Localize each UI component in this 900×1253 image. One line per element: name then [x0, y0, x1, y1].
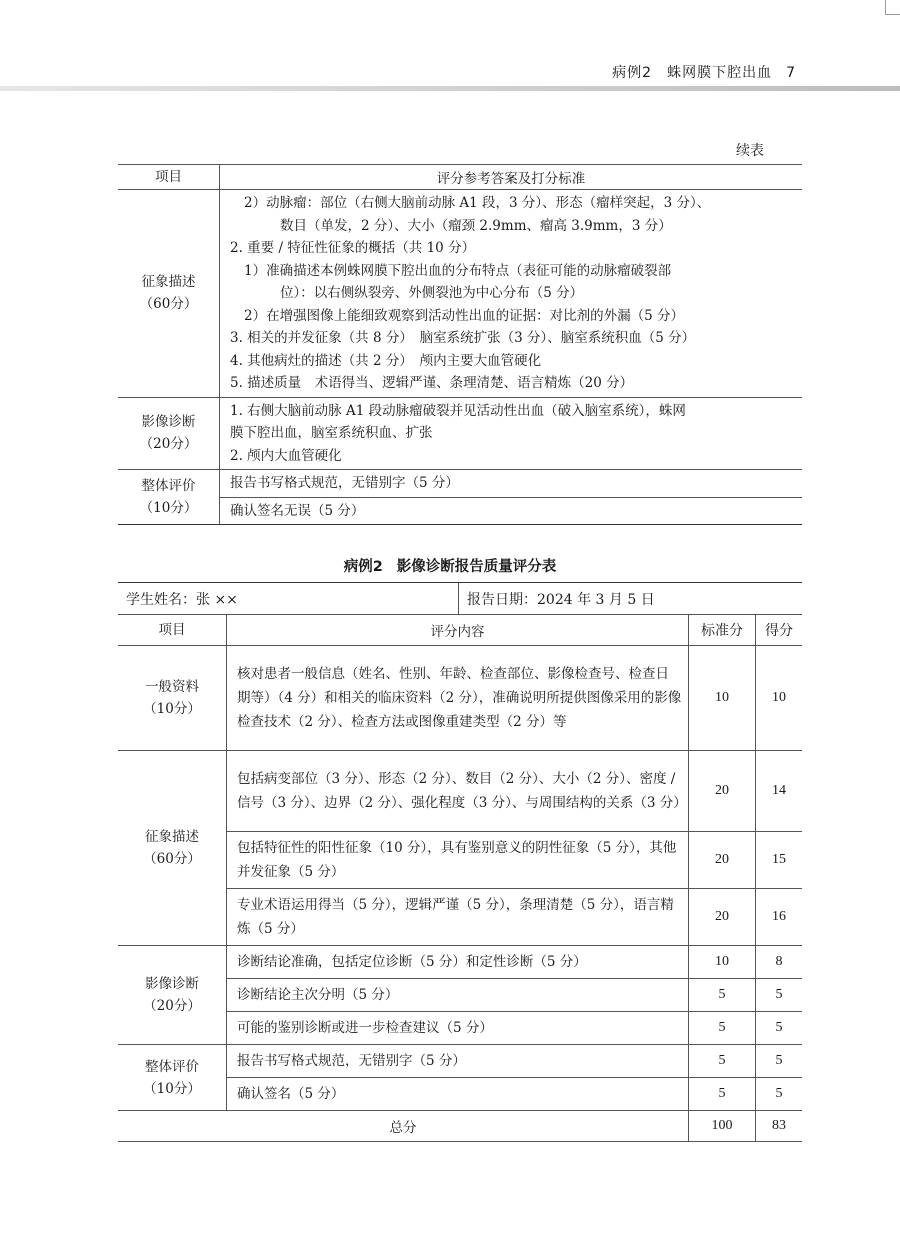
student-name: 学生姓名：张 ××	[118, 583, 459, 615]
table-header-row	[118, 165, 802, 190]
got-score: 15	[756, 832, 803, 889]
standard-score: 5	[689, 1045, 756, 1078]
column-header-criteria: 评分参考答案及打分标准	[220, 165, 803, 190]
signs-criteria-cell	[220, 190, 803, 398]
section-label: 整体评价	[141, 478, 196, 494]
standard-score: 5	[689, 979, 756, 1012]
crop-mark	[885, 0, 900, 15]
column-header-item: 项目	[118, 615, 227, 646]
content-cell: 包括特征性的阳性征象（10 分），具有鉴别意义的阴性征象（5 分），其他并发征象（5 分）	[227, 832, 689, 889]
criteria-line: 膜下腔出血，脑室系统积血、扩张	[230, 425, 433, 441]
content-cell: 诊断结论准确，包括定位诊断（5 分）和定性诊断（5 分）	[227, 946, 689, 979]
signs-label-cell	[118, 751, 227, 946]
standard-score: 10	[689, 946, 756, 979]
section-label: 影像诊断	[145, 976, 199, 992]
content-cell: 专业术语运用得当（5 分），逻辑严谨（5 分），条理清楚（5 分），语言精炼（5 分）	[227, 889, 689, 946]
report-date: 报告日期：2024 年 3 月 5 日	[467, 591, 655, 608]
table2-title-prefix: 病例2	[343, 559, 383, 575]
section-score: （20分）	[139, 436, 198, 453]
continued-label: 续表	[736, 143, 764, 159]
got-score: 10	[756, 646, 803, 751]
total-got: 83	[756, 1111, 803, 1142]
page-number: 7	[786, 65, 796, 81]
signs-row	[118, 190, 802, 398]
criteria-line: 1. 右侧大脑前动脉 A1 段动脉瘤破裂并见活动性出血（破入脑室系统），蛛网	[230, 402, 686, 419]
diagnosis-label-cell	[118, 946, 227, 1045]
overall-row	[118, 497, 802, 525]
table2-title	[0, 555, 900, 576]
content-cell: 核对患者一般信息（姓名、性别、年龄、检查部位、影像检查号、检查日期等）（4 分）和相关的临床资料（2 分），准确说明所提供图像采用的影像检查技术（2 分）、检查方法或图像重建类型（2 分）等	[227, 646, 689, 751]
table-row	[118, 751, 802, 832]
column-header-content: 评分内容	[227, 615, 689, 646]
diagnosis-row	[118, 397, 802, 470]
signs-label-cell	[118, 190, 220, 398]
section-score: （10分）	[143, 1080, 201, 1097]
student-info-row	[118, 582, 802, 614]
content-cell: 包括病变部位（3 分）、形态（2 分）、数目（2 分）、大小（2 分）、密度 / 信号（3 分）、边界（2 分）、强化程度（3 分）、与周围结构的关系（3 分）	[227, 751, 689, 832]
got-score: 8	[756, 946, 803, 979]
standard-score: 5	[689, 1078, 756, 1111]
got-score: 16	[756, 889, 803, 946]
got-score: 14	[756, 751, 803, 832]
table-row	[118, 646, 802, 751]
section-label: 一般资料	[145, 679, 199, 695]
standard-score: 20	[689, 751, 756, 832]
section-label: 征象描述	[145, 829, 199, 845]
section-label: 征象描述	[141, 274, 196, 291]
table2-title-text: 影像诊断报告质量评分表	[396, 559, 557, 575]
overall-criteria-cell: 报告书写格式规范，无错别字（5 分）	[220, 470, 803, 498]
criteria-line: 数目（单发，2 分）、大小（瘤颈 2.9mm、瘤高 3.9mm，3 分）	[280, 217, 672, 234]
overall-criteria-cell: 确认签名无误（5 分）	[220, 497, 803, 525]
table-row	[118, 1045, 802, 1078]
chapter-title: 病例2 蛛网膜下腔出血	[612, 65, 773, 81]
total-row	[118, 1111, 802, 1142]
section-score: （10分）	[143, 701, 201, 717]
content-cell: 报告书写格式规范，无错别字（5 分）	[227, 1045, 689, 1078]
column-header-got: 得分	[756, 615, 803, 646]
column-header-item: 项目	[118, 165, 220, 190]
standard-score: 20	[689, 889, 756, 946]
got-score: 5	[756, 979, 803, 1012]
section-score: （20分）	[143, 998, 201, 1014]
running-header	[612, 62, 796, 82]
table-row	[118, 946, 802, 979]
general-label-cell	[118, 646, 227, 751]
content-cell: 确认签名（5 分）	[227, 1078, 689, 1111]
section-score: （60分）	[139, 296, 198, 313]
section-score: （60分）	[143, 851, 201, 867]
total-standard: 100	[689, 1111, 756, 1142]
criteria-line: 4. 其他病灶的描述（共 2 分） 颅内主要大血管硬化	[230, 352, 542, 369]
standard-score: 5	[689, 1012, 756, 1045]
criteria-line: 3. 相关的并发征象（共 8 分） 脑室系统扩张（3 分）、脑室系统积血（5 分）	[230, 330, 696, 346]
content-cell: 可能的鉴别诊断或进一步检查建议（5 分）	[227, 1012, 689, 1045]
header-rule	[0, 86, 900, 91]
got-score: 5	[756, 1012, 803, 1045]
overall-row	[118, 470, 802, 498]
standard-score: 20	[689, 832, 756, 889]
section-score: （10分）	[139, 500, 198, 516]
criteria-line: 2. 重要 / 特征性征象的概括（共 10 分）	[230, 240, 476, 256]
answer-criteria-table	[118, 164, 802, 525]
overall-label-cell	[118, 1045, 227, 1111]
total-label: 总分	[118, 1111, 689, 1142]
section-label: 影像诊断	[141, 414, 196, 431]
standard-score: 10	[689, 646, 756, 751]
table-header-row	[118, 615, 802, 646]
criteria-line: 1）准确描述本例蛛网膜下腔出血的分布特点（表征可能的动脉瘤破裂部	[244, 262, 672, 279]
overall-label-cell	[118, 470, 220, 525]
quality-score-table	[118, 614, 802, 1142]
criteria-line: 2）动脉瘤：部位（右侧大脑前动脉 A1 段，3 分）、形态（瘤样突起，3 分）、	[244, 195, 711, 211]
column-header-standard: 标准分	[689, 615, 756, 646]
diagnosis-label-cell	[118, 397, 220, 470]
criteria-line: 2）在增强图像上能细致观察到活动性出血的证据：对比剂的外漏（5 分）	[244, 307, 684, 324]
criteria-line: 2. 颅内大血管硬化	[230, 447, 342, 464]
criteria-line: 位）：以右侧纵裂旁、外侧裂池为中心分布（5 分）	[280, 285, 584, 301]
got-score: 5	[756, 1045, 803, 1078]
got-score: 5	[756, 1078, 803, 1111]
section-label: 整体评价	[145, 1058, 199, 1075]
criteria-line: 5. 描述质量 术语得当、逻辑严谨、条理清楚、语言精炼（20 分）	[230, 375, 634, 391]
content-cell: 诊断结论主次分明（5 分）	[227, 979, 689, 1012]
diagnosis-criteria-cell	[220, 397, 803, 470]
